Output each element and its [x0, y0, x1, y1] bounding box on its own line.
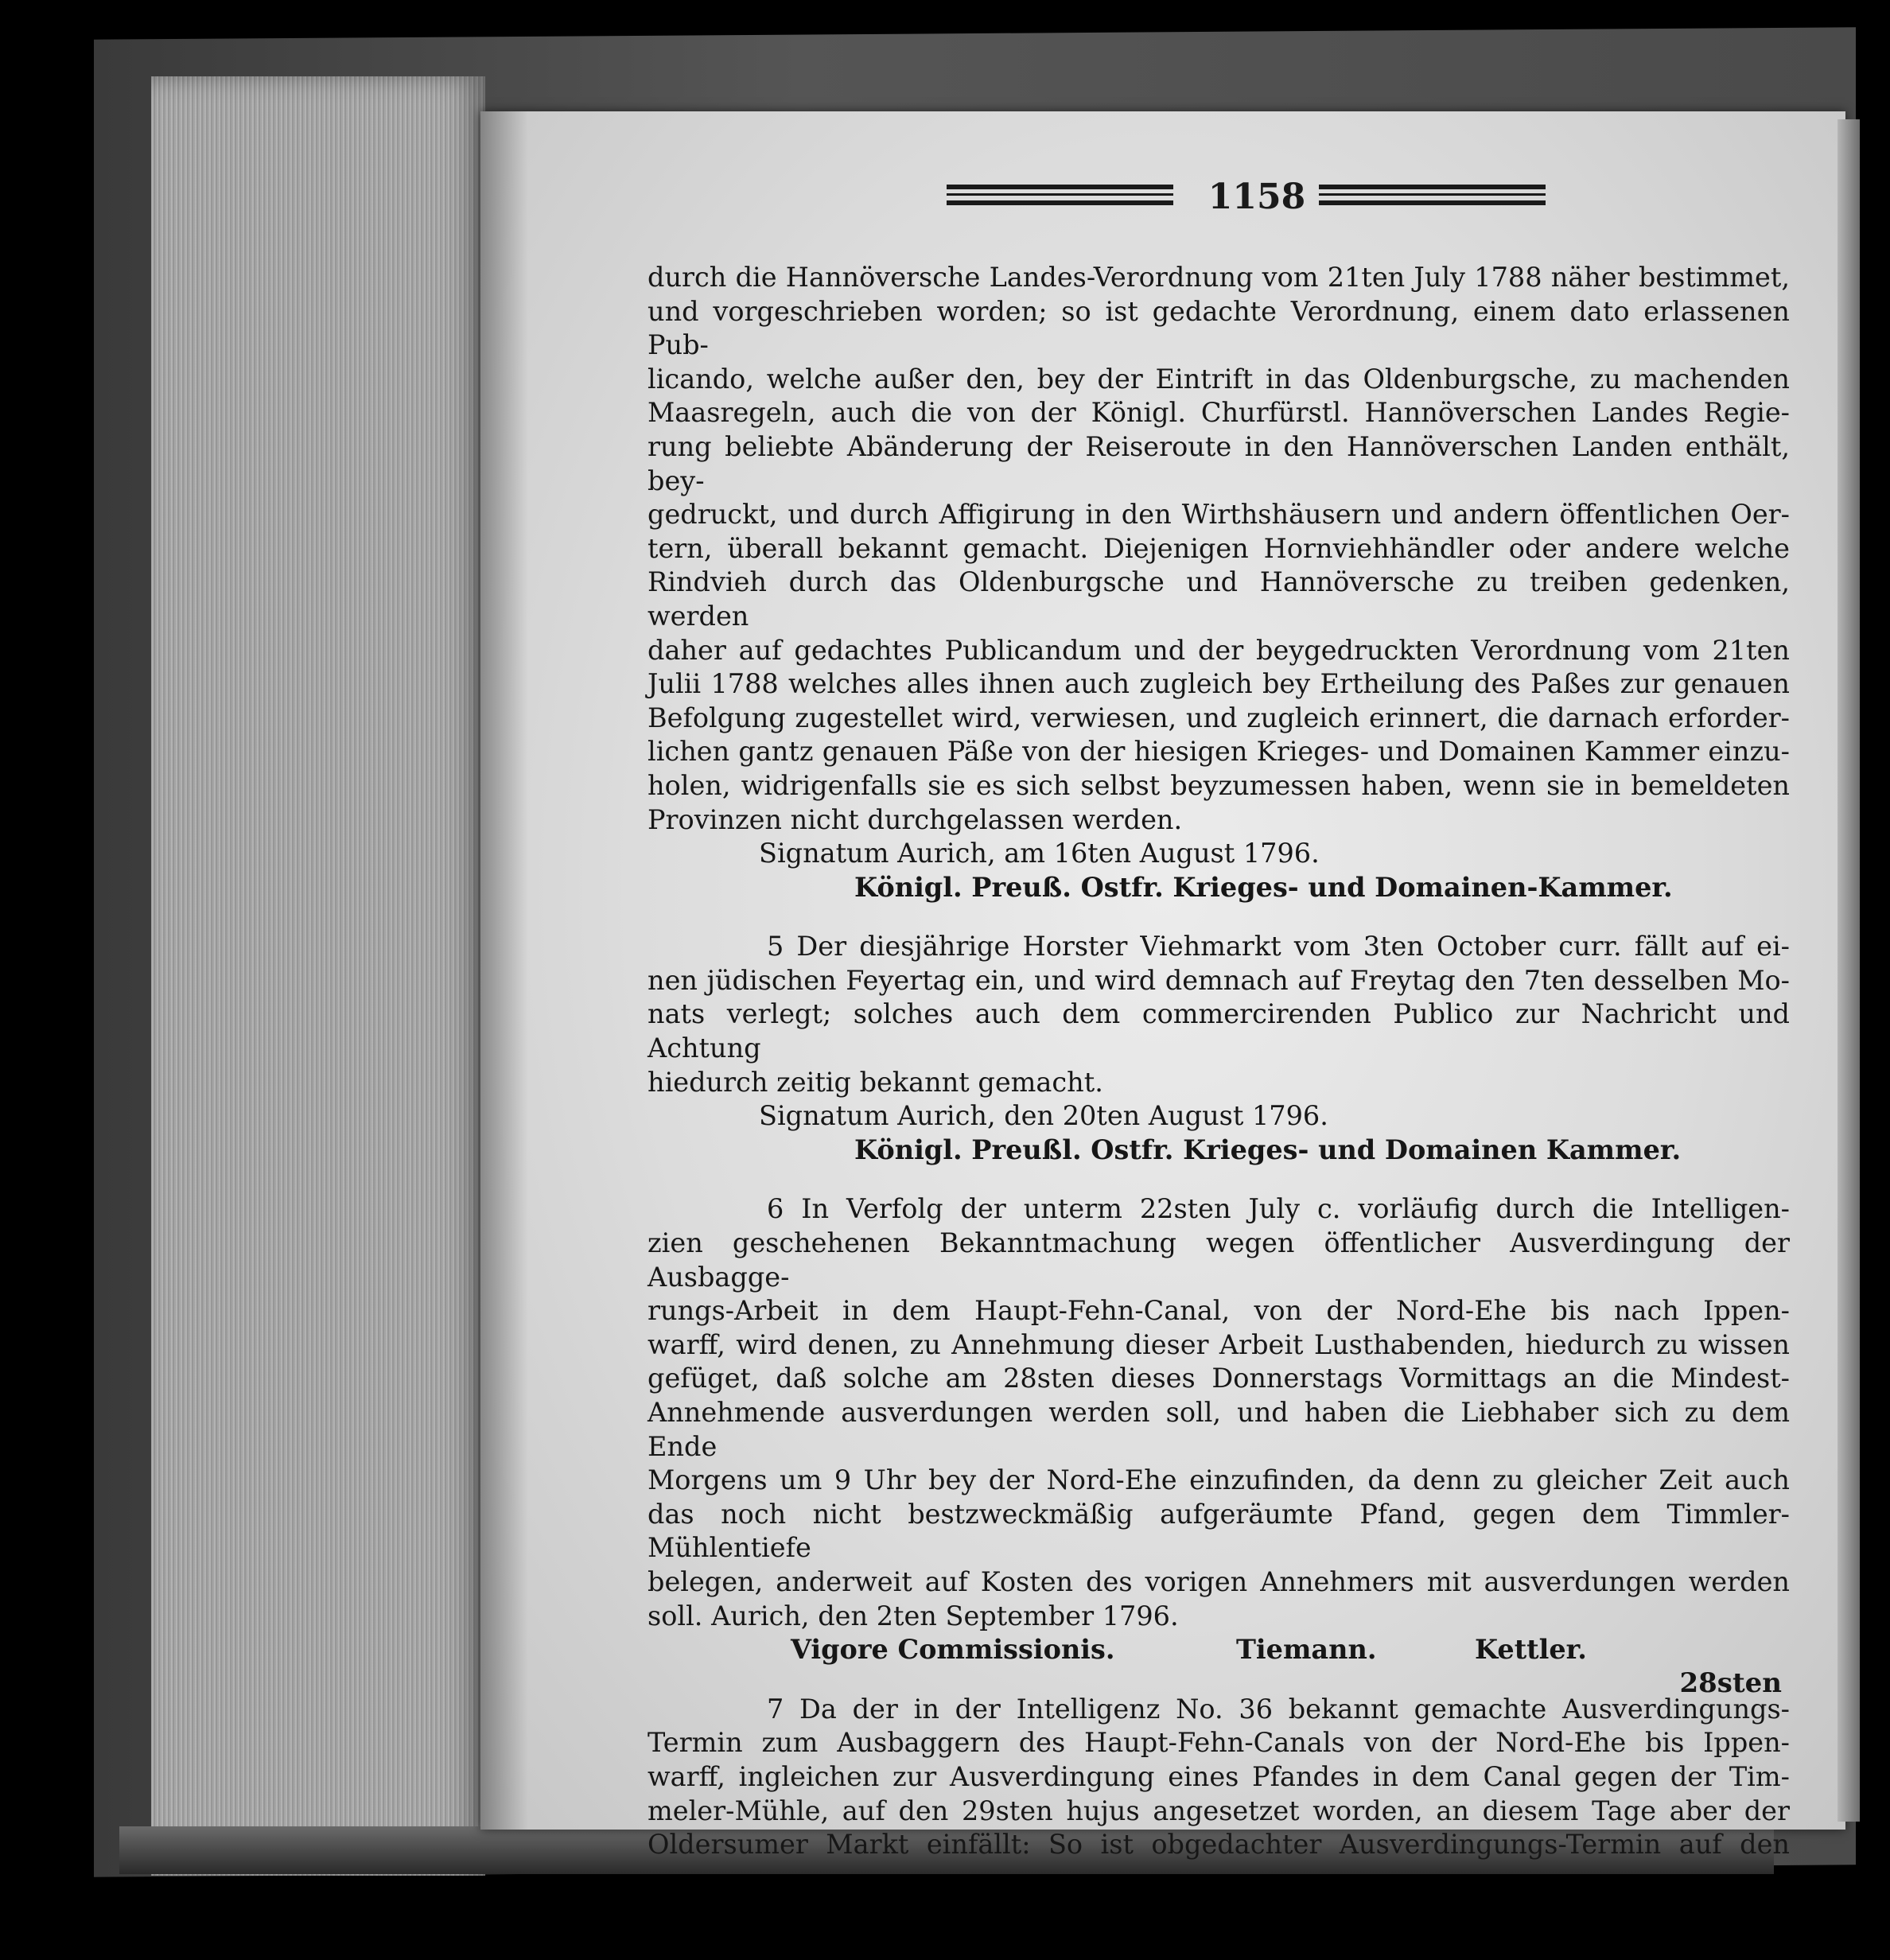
- page-gutter-shadow: [480, 111, 528, 1830]
- text-line: nats verlegt; solches auch dem commercirenden Publico zur Nachricht und Achtung: [648, 998, 1790, 1064]
- signature-authority: Königl. Preußl. Ostfr. Krieges- und Domainen Kammer.: [854, 1134, 1682, 1165]
- catchword: 28sten: [1679, 1667, 1782, 1699]
- text-line: das noch nicht bestzweckmäßig aufgeräumte Pfand, gegen dem Timmler-Mühlentiefe: [648, 1498, 1790, 1564]
- text-line: rungs-Arbeit in dem Haupt-Fehn-Canal, von der Nord-Ehe bis nach Ippen-: [648, 1295, 1790, 1327]
- signature-place: Signatum Aurich, den 20ten August 1796.: [759, 1100, 1328, 1132]
- text-line: rung beliebte Abänderung der Reiseroute in den Hannöverschen Landen enthält, bey-: [648, 430, 1790, 496]
- text-line: licando, welche außer den, bey der Eintrift in das Oldenburgsche, zu machenden: [648, 363, 1790, 395]
- paragraph-6: [648, 1192, 1790, 1666]
- text-line: warff, ingleichen zur Ausverdingung eines Pfandes in dem Canal gegen der Tim-: [648, 1760, 1790, 1792]
- text-line: 5 Der diesjährige Horster Viehmarkt vom 3ten October curr. fällt auf ei-: [767, 931, 1790, 962]
- header-rule-left: [947, 185, 1173, 205]
- signature-name-2: Kettler.: [1475, 1634, 1587, 1666]
- text-line: nen jüdischen Feyertag ein, und wird demnach auf Freytag den 7ten desselben Mo-: [648, 964, 1790, 996]
- text-line: Rindvieh durch das Oldenburgsche und Hannöversche zu treiben gedenken, werden: [648, 566, 1790, 632]
- text-line: tern, überall bekannt gemacht. Diejenigen Hornviehhändler oder andere welche: [648, 532, 1790, 564]
- text-line: soll. Aurich, den 2ten September 1796.: [648, 1600, 1179, 1631]
- text-line: Termin zum Ausbaggern des Haupt-Fehn-Canals von der Nord-Ehe bis Ippen-: [648, 1727, 1790, 1759]
- body-text: [648, 261, 1790, 1862]
- paragraph-1: [648, 261, 1790, 904]
- text-line: Oldersumer Markt einfällt: So ist obgedachter Ausverdingungs-Termin auf den: [648, 1829, 1790, 1861]
- text-line: 6 In Verfolg der unterm 22sten July c. vorläufig durch die Intelligen-: [767, 1193, 1790, 1225]
- text-line: 7 Da der in der Intelligenz No. 36 bekannt gemachte Ausverdingungs-: [767, 1693, 1790, 1725]
- signature-authority: Königl. Preuß. Ostfr. Krieges- und Domainen-Kammer.: [854, 871, 1673, 903]
- signature-name-1: Tiemann.: [1236, 1634, 1377, 1666]
- text-line: holen, widrigenfalls sie es sich selbst beyzumessen haben, wenn sie in bemeldeten: [648, 769, 1790, 801]
- text-line: Morgens um 9 Uhr bey der Nord-Ehe einzufinden, da denn zu gleicher Zeit auch: [648, 1464, 1790, 1496]
- paragraph-7: [648, 1693, 1790, 1862]
- text-line: Provinzen nicht durchgelassen werden.: [648, 803, 1183, 835]
- text-line: Befolgung zugestellet wird, verwiesen, und zugleich erinnert, die darnach erforder-: [648, 702, 1790, 733]
- page-right-edge: [1838, 119, 1860, 1822]
- text-line: Annehmende ausverdungen werden soll, und haben die Liebhaber sich zu dem Ende: [648, 1397, 1790, 1462]
- text-line: hiedurch zeitig bekannt gemacht.: [648, 1066, 1103, 1098]
- header-rule-right: [1319, 185, 1546, 205]
- signature-place: Signatum Aurich, am 16ten August 1796.: [759, 838, 1320, 869]
- page-stack-edge: [151, 76, 485, 1876]
- text-line: durch die Hannöversche Landes-Verordnung vom 21ten July 1788 näher bestimmet,: [648, 262, 1790, 293]
- page-number: 1158: [1208, 177, 1306, 217]
- text-line: warff, wird denen, zu Annehmung dieser Arbeit Lusthabenden, hiedurch zu wissen: [648, 1328, 1790, 1360]
- text-line: gefüget, daß solche am 28sten dieses Donnerstags Vormittags an die Mindest-: [648, 1363, 1790, 1394]
- signature-row: [648, 1633, 1790, 1667]
- text-line: meler-Mühle, auf den 29sten hujus angesetzet worden, an diesem Tage aber der: [648, 1795, 1790, 1826]
- text-line: lichen gantz genauen Päße von der hiesigen Krieges- und Domainen Kammer einzu-: [648, 736, 1790, 768]
- text-line: Maasregeln, auch die von der Königl. Churfürstl. Hannöverschen Landes Regie-: [648, 397, 1790, 429]
- text-line: Julii 1788 welches alles ihnen auch zugleich bey Ertheilung des Paßes zur genauen: [648, 668, 1790, 700]
- text-line: belegen, anderweit auf Kosten des vorigen Annehmers mit ausverdungen werden: [648, 1565, 1790, 1597]
- text-line: gedruckt, und durch Affigirung in den Wirthshäusern und andern öffentlichen Oer-: [648, 499, 1790, 531]
- signature-commission: Vigore Commissionis.: [791, 1634, 1115, 1666]
- paragraph-5: [648, 930, 1790, 1167]
- text-line: daher auf gedachtes Publicandum und der beygedruckten Verordnung vom 21ten: [648, 634, 1790, 666]
- text-line: und vorgeschrieben worden; so ist gedachte Verordnung, einem dato erlassenen Pub-: [648, 295, 1790, 361]
- text-line: zien geschehenen Bekanntmachung wegen öffentlicher Ausverdingung der Ausbagge-: [648, 1227, 1790, 1293]
